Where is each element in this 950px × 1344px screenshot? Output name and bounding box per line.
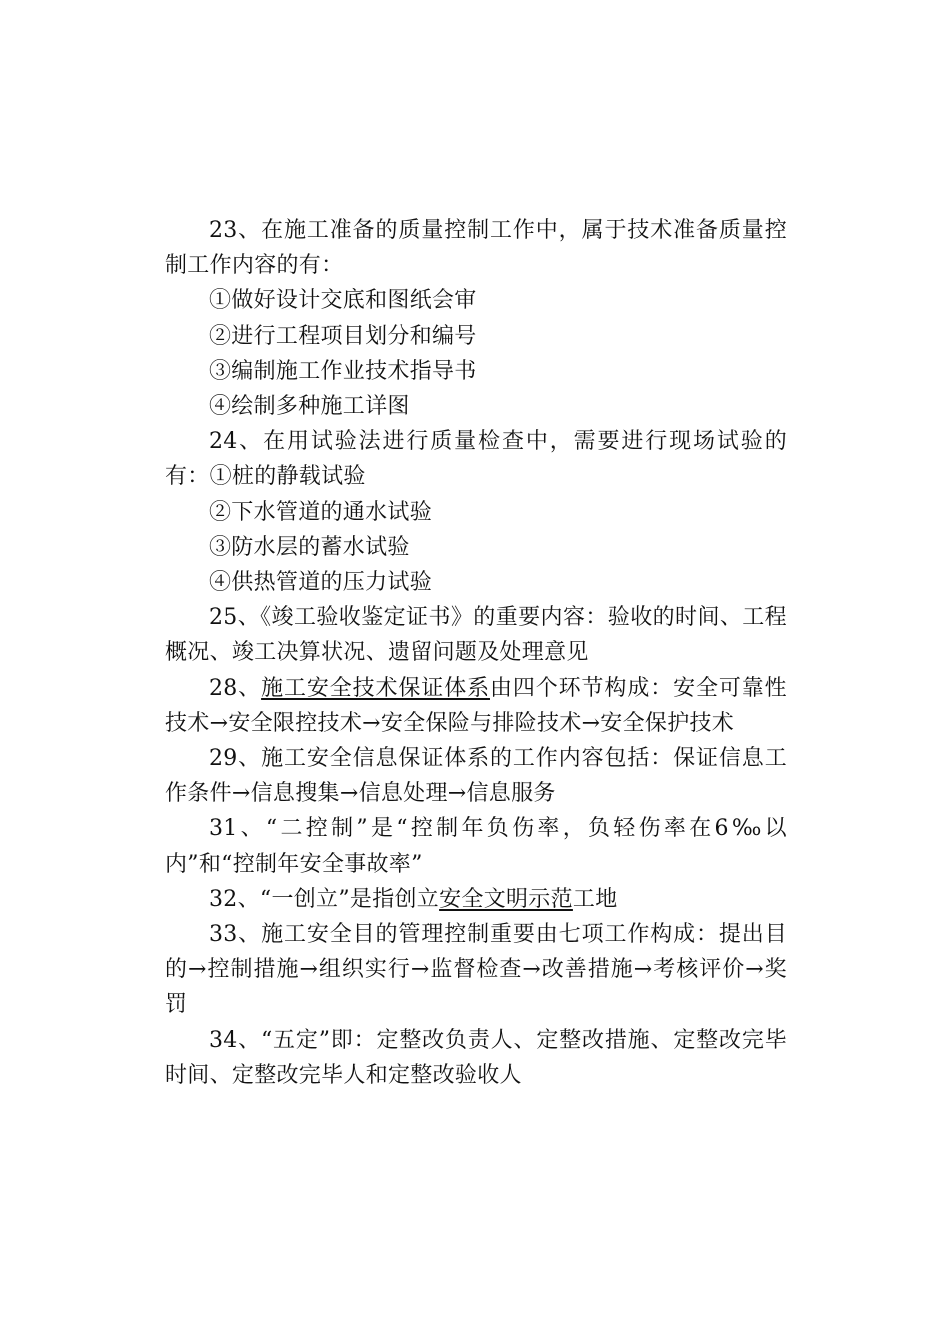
list-item: ②进行工程项目划分和编号 xyxy=(209,323,477,349)
list-item: ②下水管道的通水试验 xyxy=(209,499,433,525)
paragraph-prefix: 28、 xyxy=(209,675,262,701)
list-item: ④供热管道的压力试验 xyxy=(209,570,433,596)
paragraph-item-23: 23、在施工准备的质量控制工作中，属于技术准备质量控制工作内容的有： xyxy=(165,218,787,279)
underlined-term: 施工安全技术保证体系 xyxy=(261,675,490,701)
paragraph-prefix: 32、“一创立”是指创立 xyxy=(209,886,440,912)
paragraph-item-33: 33、施工安全目的管理控制重要由七项工作构成：提出目的→控制措施→组织实行→监督检查→改善措施→考核评价→奖罚 xyxy=(165,922,787,1018)
paragraph-item-34: 34、“五定”即：定整改负责人、定整改措施、定整改完毕时间、定整改完毕人和定整改验收人 xyxy=(165,1027,787,1088)
list-item: ③防水层的蓄水试验 xyxy=(209,534,410,560)
paragraph-item-25: 25、《竣工验收鉴定证书》的重要内容：验收的时间、工程概况、竣工决算状况、遗留问题及处理意见 xyxy=(165,605,787,666)
paragraph-item-32 xyxy=(165,882,787,917)
paragraph-suffix: 由四个环节构成：安全可靠性技术→安全限控技术→安全保险与排险技术→安全保护技术 xyxy=(165,675,787,736)
paragraph-suffix: 工地 xyxy=(572,886,618,912)
paragraph-item-29: 29、施工安全信息保证体系的工作内容包括：保证信息工作条件→信息搜集→信息处理→信息服务 xyxy=(165,746,787,807)
paragraph-item-31: 31、“二控制”是“控制年负伤率，负轻伤率在6‰以内”和“控制年安全事故率” xyxy=(165,816,787,877)
paragraph-item-28 xyxy=(165,671,787,741)
list-item: ④绘制多种施工详图 xyxy=(209,394,410,420)
paragraph-item-24: 24、在用试验法进行质量检查中，需要进行现场试验的有：①桩的静载试验 xyxy=(165,429,787,490)
document-body xyxy=(165,213,787,1093)
list-item: ③编制施工作业技术指导书 xyxy=(209,358,477,384)
underlined-term: 安全文明示范 xyxy=(439,886,573,912)
list-item: ①做好设计交底和图纸会审 xyxy=(209,288,477,314)
